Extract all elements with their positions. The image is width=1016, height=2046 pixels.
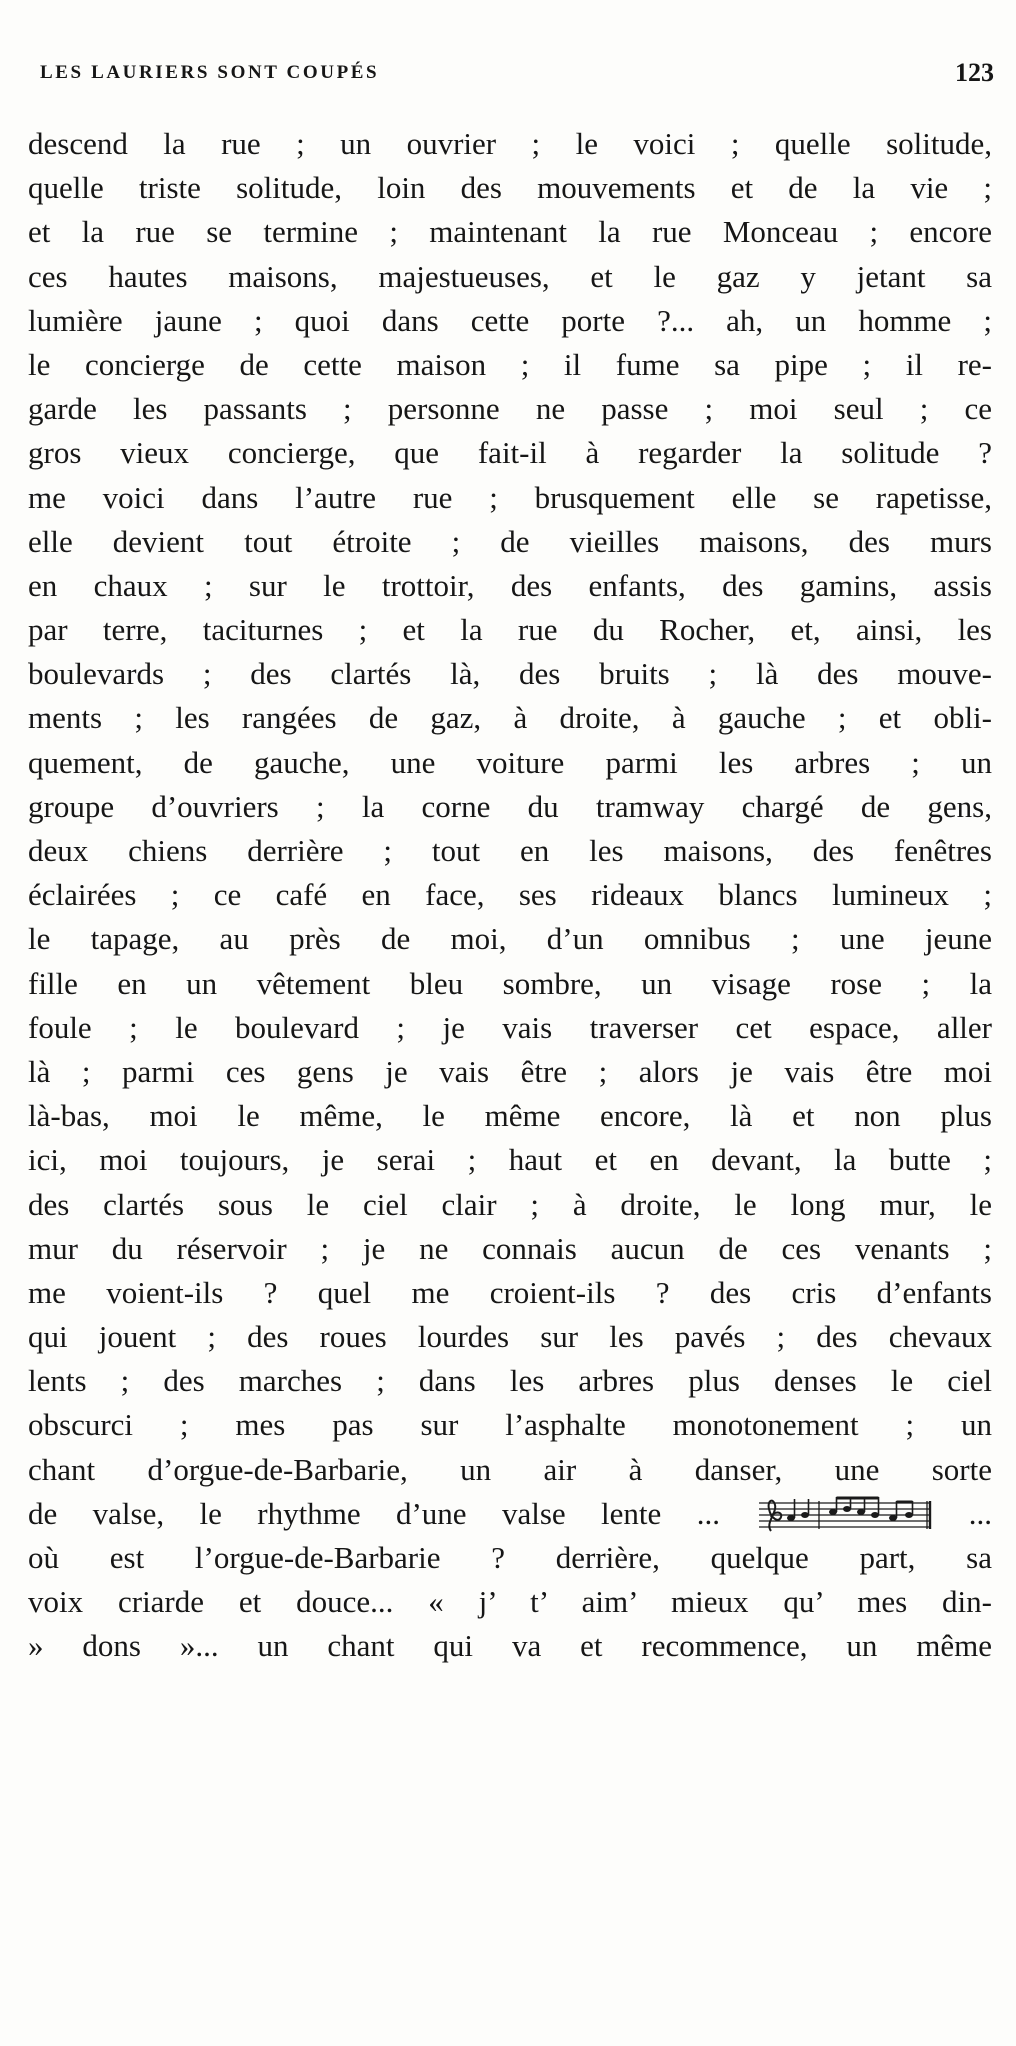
text-line: » dons »... un chant qui va et recommence, un même <box>28 1628 992 1664</box>
text-line: par terre, taciturnes ; et la rue du Rocher, et, ainsi, les <box>28 612 992 648</box>
text-line: groupe d’ouvriers ; la corne du tramway chargé de gens, <box>28 788 992 824</box>
text-line: voix criarde et douce... « j’ t’ aim’ mieux qu’ mes din- <box>28 1584 992 1620</box>
text-line: obscurci ; mes pas sur l’asphalte monotonement ; un <box>28 1407 992 1443</box>
text-line: ces hautes maisons, majestueuses, et le gaz y jetant sa <box>28 258 992 294</box>
text-block-end <box>28 1536 992 1669</box>
text-line: chant d’orgue-de-Barbarie, un air à danser, une sorte <box>28 1451 992 1487</box>
text-line: le concierge de cette maison ; il fume sa pipe ; il re- <box>28 346 992 382</box>
text-line: et la rue se termine ; maintenant la rue Monceau ; encore <box>28 214 992 250</box>
text-line: lents ; des marches ; dans les arbres plus denses le ciel <box>28 1363 992 1399</box>
text-line: quement, de gauche, une voiture parmi les arbres ; un <box>28 744 992 780</box>
text-line: me voici dans l’autre rue ; brusquement elle se rapetisse, <box>28 479 992 515</box>
text-line: en chaux ; sur le trottoir, des enfants, des gamins, assis <box>28 567 992 603</box>
music-line-text: de valse, le rhythme d’une valse lente ... <box>28 1495 720 1531</box>
text-line: garde les passants ; personne ne passe ; moi seul ; ce <box>28 391 992 427</box>
music-line <box>28 1492 992 1536</box>
text-line: me voient-ils ? quel me croient-ils ? des cris d’enfants <box>28 1274 992 1310</box>
page-number: 123 <box>955 58 994 87</box>
text-line: elle devient tout étroite ; de vieilles maisons, des murs <box>28 523 992 559</box>
music-line-tail: ... <box>968 1495 993 1531</box>
running-title: LES LAURIERS SONT COUPÉS <box>40 62 380 83</box>
text-line: foule ; le boulevard ; je vais traverser cet espace, aller <box>28 1009 992 1045</box>
page-header <box>40 58 1000 94</box>
text-line: éclairées ; ce café en face, ses rideaux blancs lumineux ; <box>28 877 992 913</box>
text-line: lumière jaune ; quoi dans cette porte ?... ah, un homme ; <box>28 302 992 338</box>
text-line: fille en un vêtement bleu sombre, un visage rose ; la <box>28 965 992 1001</box>
text-line: descend la rue ; un ouvrier ; le voici ; quelle solitude, <box>28 126 992 161</box>
text-line: deux chiens derrière ; tout en les maisons, des fenêtres <box>28 833 992 868</box>
text-line: le tapage, au près de moi, d’un omnibus ; une jeune <box>28 921 992 957</box>
text-line: des clartés sous le ciel clair ; à droite, le long mur, le <box>28 1186 992 1222</box>
text-line: qui jouent ; des roues lourdes sur les pavés ; des chevaux <box>28 1319 992 1355</box>
text-line: quelle triste solitude, loin des mouvements et de la vie ; <box>28 170 992 206</box>
text-line: là ; parmi ces gens je vais être ; alors je vais être moi <box>28 1053 992 1089</box>
text-line: boulevards ; des clartés là, des bruits ; là des mouve- <box>28 656 992 692</box>
text-line: mur du réservoir ; je ne connais aucun de ces venants ; <box>28 1230 992 1266</box>
text-line: ments ; les rangées de gaz, à droite, à gauche ; et obli- <box>28 700 992 736</box>
text-line: ici, moi toujours, je serai ; haut et en devant, la butte ; <box>28 1142 992 1178</box>
text-line: où est l’orgue-de-Barbarie ? derrière, quelque part, sa <box>28 1540 992 1575</box>
text-line: là-bas, moi le même, le même encore, là et non plus <box>28 1098 992 1134</box>
text-block <box>28 122 992 1492</box>
music-notation-icon <box>755 1493 933 1533</box>
body-text <box>28 122 992 1669</box>
text-line: gros vieux concierge, que fait-il à regarder la solitude ? <box>28 435 992 471</box>
